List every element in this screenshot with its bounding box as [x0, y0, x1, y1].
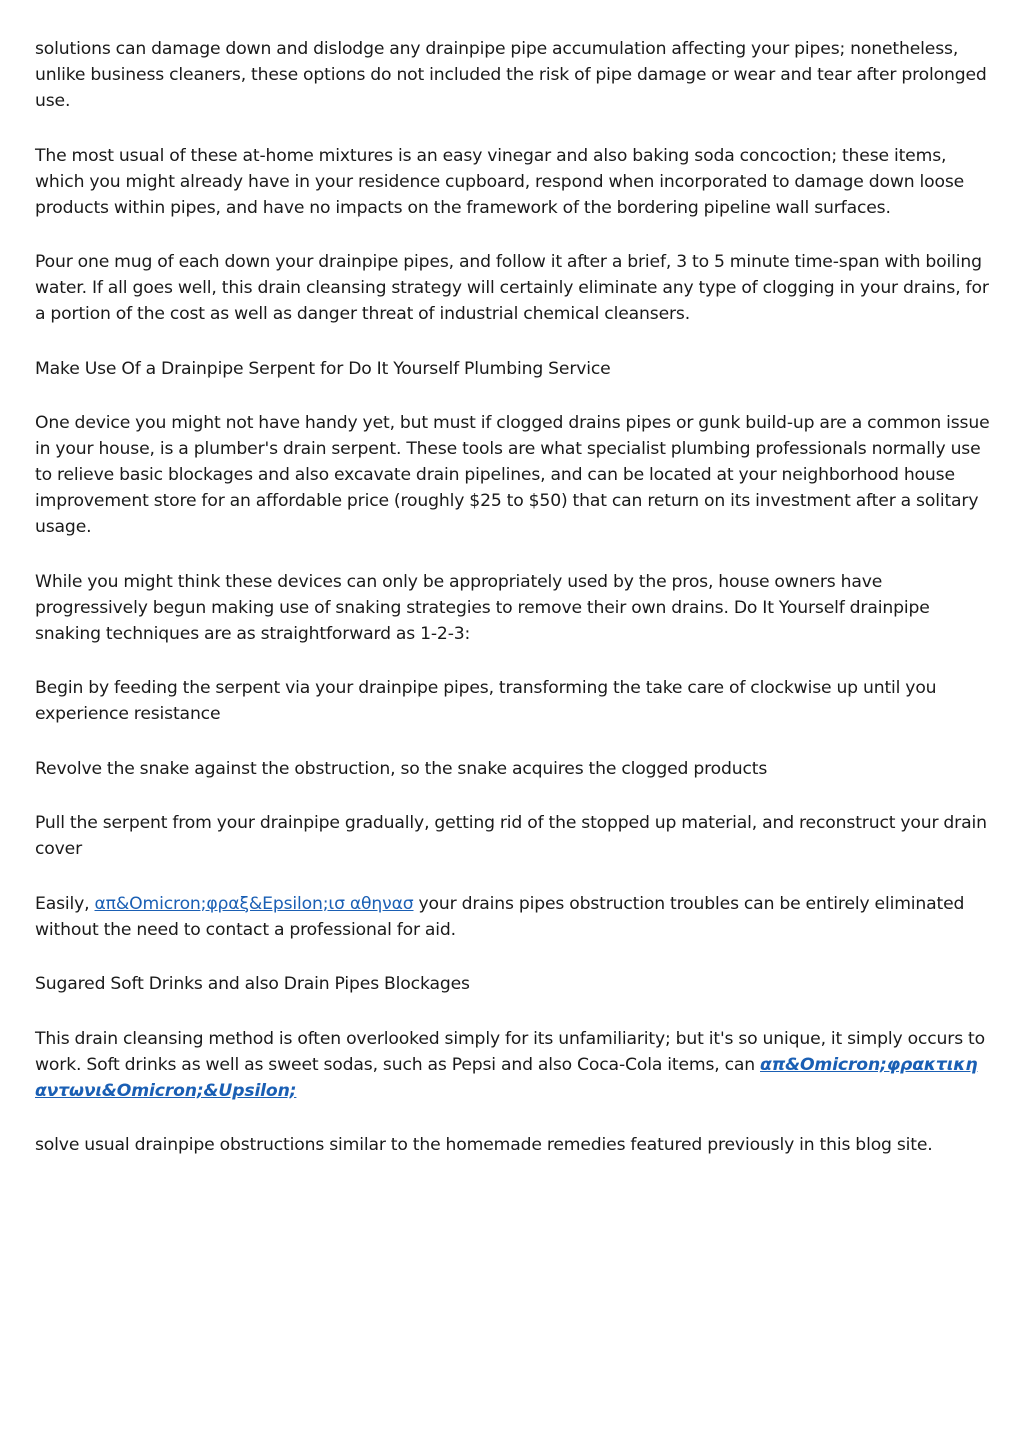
- section-heading: Sugared Soft Drinks and also Drain Pipes Blockages: [35, 974, 470, 994]
- paragraph: The most usual of these at-home mixtures is an easy vinegar and also baking soda concoction; these items, which you might already have in your residence cupboard, respond when incorporated to damage down loose products within pipes, and have no impacts on the framework of the bordering pipeline wall surfaces.: [35, 145, 965, 218]
- step-item: Pull the serpent from your drainpipe gradually, getting rid of the stopped up material, and reconstruct your drain cover: [35, 813, 987, 859]
- paragraph: [35, 1026, 990, 1104]
- paragraph: solve usual drainpipe obstructions similar to the homemade remedies featured previously in this blog site.: [35, 1135, 933, 1155]
- paragraph: solutions can damage down and dislodge any drainpipe pipe accumulation affecting your pipes; nonetheless, unlike business cleaners, these options do not included the risk of pipe damage or wear and tear after prolonged use.: [35, 39, 987, 111]
- paragraph: Pour one mug of each down your drainpipe pipes, and follow it after a brief, 3 to 5 minute time-span with boiling water. If all goes well, this drain cleansing strategy will certainly eliminate any type of clogging in your drains, for a portion of the cost as well as danger threat of industrial chemical cleansers.: [35, 252, 989, 324]
- step-item: Revolve the snake against the obstruction, so the snake acquires the clogged products: [35, 758, 768, 779]
- inline-link[interactable]: απ&Omicron;φραξ&Epsilon;ισ αθηνασ: [94, 893, 414, 914]
- step-item: Begin by feeding the serpent via your drainpipe pipes, transforming the take care of clockwise up until you experience resistance: [35, 678, 937, 724]
- paragraph-text: This drain cleansing method is often overlooked simply for its unfamiliarity; but it's so unique, it simply occurs to work. Soft drinks as well as sweet sodas, such as Pepsi and also Coca-Cola items, can: [35, 1028, 985, 1075]
- paragraph: [35, 891, 990, 943]
- paragraph: One device you might not have handy yet, but must if clogged drains pipes or gunk build-up are a common issue in your house, is a plumber's drain serpent. These tools are what specialist plumbing professionals normally use to relieve basic blockages and also excavate drain pipelines, and can be located at your neighborhood house improvement store for an affordable price (roughly $25 to $50) that can return on its investment after a solitary usage.: [35, 413, 990, 537]
- paragraph-text: your drains pipes obstruction troubles can be entirely eliminated without the need to contact a professional for aid.: [35, 893, 965, 940]
- article-body: [35, 36, 990, 1187]
- section-heading: Make Use Of a Drainpipe Serpent for Do It Yourself Plumbing Service: [35, 358, 611, 379]
- inline-link-bold[interactable]: απ&Omicron;φρακτικη αντωνι&Omicron;&Upsilon;: [35, 1054, 978, 1101]
- paragraph: While you might think these devices can only be appropriately used by the pros, house owners have progressively begun making use of snaking strategies to remove their own drains. Do It Yourself drainpipe snaking techniques are as straightforward as 1-2-3:: [35, 571, 930, 644]
- paragraph-text: Easily,: [35, 893, 95, 914]
